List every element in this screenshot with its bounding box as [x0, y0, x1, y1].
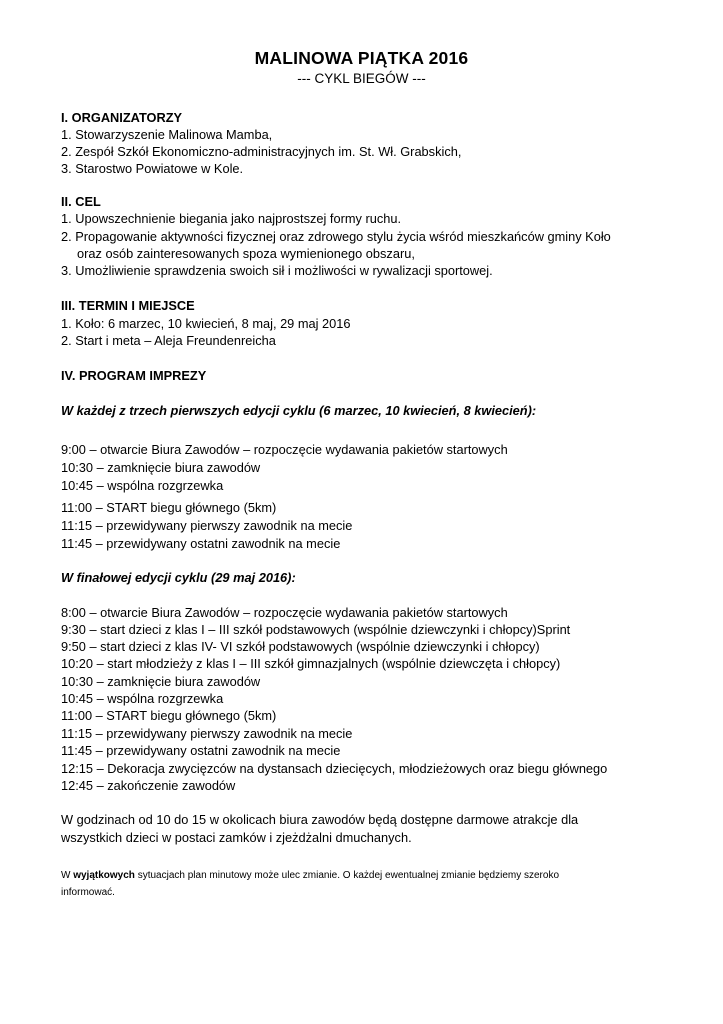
schedule-item: 10:20 – start młodzieży z klas I – III szkół gimnazjalnych (wspólnie dziewczęta i chłopcy) [61, 656, 561, 671]
schedule-item: 10:45 – wspólna rozgrzewka [61, 691, 224, 706]
organizer-item: 3. Starostwo Powiatowe w Kole. [61, 161, 244, 176]
footnote [61, 868, 559, 884]
venue-item: 2. Start i meta – Aleja Freundenreicha [61, 333, 276, 348]
footnote-emphasis: wyjątkowych [73, 870, 135, 881]
schedule-item: 11:45 – przewidywany ostatni zawodnik na mecie [61, 536, 341, 551]
section-heading-venue: III. TERMIN I MIEJSCE [61, 298, 195, 313]
schedule-item: 12:15 – Dekoracja zwycięzców na dystansach dziecięcych, młodzieżowych oraz biegu głównego [61, 761, 608, 776]
attractions-text: W godzinach od 10 do 15 w okolicach biura zawodów będą dostępne darmowe atrakcje dla [61, 812, 579, 827]
organizer-item: 1. Stowarzyszenie Malinowa Mamba, [61, 127, 273, 142]
goal-item-continuation: oraz osób zainteresowanych spoza wymienionego obszaru, [77, 246, 415, 261]
goal-item: 1. Upowszechnienie biegania jako najprostszej formy ruchu. [61, 211, 402, 226]
schedule-item: 12:45 – zakończenie zawodów [61, 778, 236, 793]
venue-item: 1. Koło: 6 marzec, 10 kwiecień, 8 maj, 29 maj 2016 [61, 316, 351, 331]
section-heading-goal: II. CEL [61, 194, 101, 209]
section-heading-program: IV. PROGRAM IMPREZY [61, 368, 207, 383]
schedule-item: 11:00 – START biegu głównego (5km) [61, 708, 277, 723]
footnote-rest: sytuacjach plan minutowy może ulec zmianie. O każdej ewentualnej zmianie będziemy szeroko [134, 870, 560, 881]
schedule-item: 11:00 – START biegu głównego (5km) [61, 500, 277, 515]
section-heading-organizers: I. ORGANIZATORZY [61, 110, 183, 125]
schedule-item: 9:30 – start dzieci z klas I – III szkół podstawowych (wspólnie dziewczynki i chłopcy)Sprint [61, 622, 571, 637]
schedule-item: 9:00 – otwarcie Biura Zawodów – rozpoczęcie wydawania pakietów startowych [61, 442, 508, 457]
page-title: MALINOWA PIĄTKA 2016 [254, 48, 469, 68]
schedule-item: 10:30 – zamknięcie biura zawodów [61, 674, 261, 689]
final-edition-heading: W finałowej edycji cyklu (29 maj 2016): [61, 570, 296, 585]
schedule-item: 11:15 – przewidywany pierwszy zawodnik na mecie [61, 518, 353, 533]
schedule-item: 9:50 – start dzieci z klas IV- VI szkół podstawowych (wspólnie dziewczynki i chłopcy) [61, 639, 540, 654]
schedule-item: 10:45 – wspólna rozgrzewka [61, 478, 224, 493]
organizer-item: 2. Zespół Szkół Ekonomiczno-administracyjnych im. St. Wł. Grabskich, [61, 144, 462, 159]
goal-item: 3. Umożliwienie sprawdzenia swoich sił i możliwości w rywalizacji sportowej. [61, 263, 493, 278]
schedule-item: 8:00 – otwarcie Biura Zawodów – rozpoczęcie wydawania pakietów startowych [61, 605, 508, 620]
goal-item: 2. Propagowanie aktywności fizycznej oraz zdrowego stylu życia wśród mieszkańców gminy Koło [61, 229, 611, 244]
schedule-item: 10:30 – zamknięcie biura zawodów [61, 460, 261, 475]
attractions-text: wszystkich dzieci w postaci zamków i zjeżdżalni dmuchanych. [61, 830, 412, 845]
schedule-item: 11:45 – przewidywany ostatni zawodnik na mecie [61, 743, 341, 758]
footnote-prefix: W [61, 870, 74, 881]
footnote-line2: informować. [61, 887, 115, 898]
first-editions-heading: W każdej z trzech pierwszych edycji cyklu (6 marzec, 10 kwiecień, 8 kwiecień): [61, 403, 537, 418]
schedule-item: 11:15 – przewidywany pierwszy zawodnik na mecie [61, 726, 353, 741]
page-subtitle: --- CYKL BIEGÓW --- [297, 71, 426, 86]
